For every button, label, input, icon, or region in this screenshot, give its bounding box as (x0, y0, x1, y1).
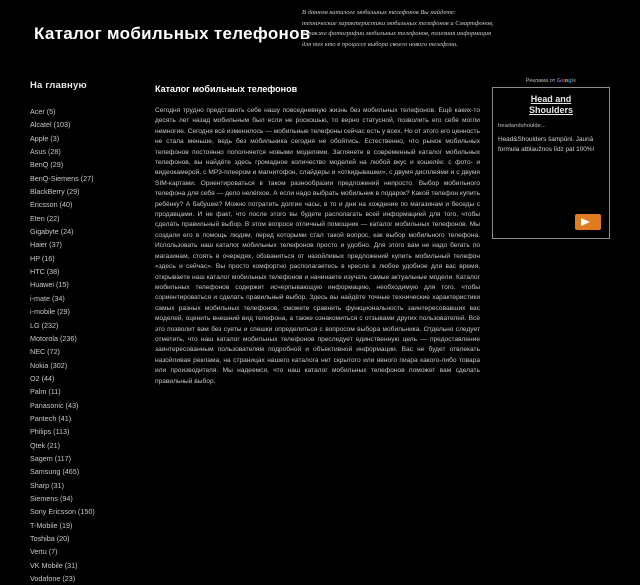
list-item[interactable]: Nokia (302) (30, 360, 68, 370)
ad-headline-line-1: Head and (530, 94, 572, 104)
brand-list (30, 105, 138, 585)
ad-headline[interactable] (498, 94, 604, 116)
ad-next-arrow-button[interactable] (575, 214, 601, 230)
header-blurb-line-2: технические характеристики мобильных телефонов и Смартфонов, (302, 19, 494, 27)
header-blurb-line-1: В данном каталоге мобильных телефонов Вы найдете: (302, 9, 456, 16)
article-body: Сегодня трудно представить себе нашу повседневную жизнь без мобильных телефонов. Ещё каких-то десять лет назад мобильным был если не роскошью, то верно статусной, позволить его себе могли немногие. Сегодня всё изменилось — мобильные телефоны сейчас есть у всех. Но от этого его ценность не стала меньше, ведь без мобильника сегодня не обойтись. Естественно, что рынок мобильных телефонов постоянно пополняется новыми моделями. Заглянете в современный каталог мобильных телефонов, вы найдёте здесь громадное количество моделей на любой вкус и кошелёк: с фото- и видеокамерой, с MP3-плеером и магнитофон, слайдеры и «откидывашки», с двумя дисплеями и с двумя SIM-картами. Ориентироваться в таком разнообразии предложений непросто. Выбор мобильного телефона для себя — дело нелёгкое. А если надо выбрать мобильник в подарок? Какой телефон купить ребёнку? А бабушке? Можно потратить долгие часы, в то и дни на хождение по магазинам и беседы с продавцами. И не факт, что после этого вы будете располагать всей информацией для того, чтобы сделать правильный выбор. В этом вопросе отличный помощник — каталог мобильных телефонов. Мы создали его в помощь людям, перед которыми стал такой вопрос, как выбор мобильного телефона. Использовать наш каталог мобильных телефонов просто и удобно. Для этого вам не надо бегать по магазинам, стоять в очередях, обзваниться от назойливых предложений купить мобильный телефон «здесь и сейчас». Вы просто комфортно располагаетесь в кресле в любое удобное для вас время, открываете наш каталог мобильных телефонов и начинаете изучать самые актуальные модели. Каталог мобильных телефонов содержит исчерпывающую информацию, необходимую для того, чтобы сориентироваться и сделать правильный выбор. Здесь вы найдёте точные технические характеристики самых разных мобильных телефонов, сможете сравнить функциональность заинтересовавших вас моделей, оценить внешний вид телефона, а также ознакомиться с отзывами других пользователей. Всё это позволит вам без суеты и спешки определиться с вопросом выбора мобильника. Отдельно следует отметить, что наш каталог мобильных телефонов преследует единственную цель — предоставление заинтересованным пользователям подробной и объективной информации. Вас не будет отвлекать назойливая реклама, на страницах нашего каталога нет скрытого или явного пиара какого-либо товара или производителя. Мы надеемся, что наш каталог мобильных телефонов поможет вам сделать правильный выбор. (155, 107, 480, 385)
list-item[interactable]: Vertu (7) (30, 547, 58, 557)
list-item[interactable]: HTC (38) (30, 267, 60, 277)
list-item[interactable]: Qtek (21) (30, 440, 60, 450)
ad-provider-label (492, 78, 610, 84)
page-title: Каталог мобильных телефонов (34, 24, 311, 43)
ad-banner[interactable] (492, 87, 610, 239)
list-item[interactable]: BlackBerry (29) (30, 187, 80, 197)
list-item[interactable]: Apple (3) (30, 133, 60, 143)
list-item[interactable]: VK Mobile (31) (30, 560, 78, 570)
ad-body-text: Head&Shoulders šampūni. Jaunā formula atblaužnos līdz pat 100%! (498, 136, 595, 153)
header-blurb-line-3: а также фотографии мобильных телефонов, полезная информация (302, 30, 492, 37)
list-item[interactable]: Pantech (41) (30, 413, 72, 423)
list-item[interactable]: Asus (28) (30, 147, 61, 157)
list-item[interactable]: Haier (37) (30, 240, 62, 250)
article-title: Каталог мобильных телефонов (155, 84, 298, 94)
list-item[interactable]: NEC (72) (30, 347, 60, 357)
ad-column (492, 78, 610, 239)
list-item[interactable]: BenQ-Siemens (27) (30, 173, 94, 183)
google-logo (557, 78, 576, 84)
google-logo-letter-l: l (571, 78, 574, 84)
list-item[interactable]: Samsung (465) (30, 467, 80, 477)
google-logo-letter-e: e (573, 78, 577, 84)
google-logo-letter-o1: o (561, 78, 565, 84)
list-item[interactable]: Siemens (94) (30, 493, 73, 503)
list-item[interactable]: Gigabyte (24) (30, 227, 74, 237)
list-item[interactable]: Philips (113) (30, 427, 70, 437)
list-item[interactable]: Vodafone (23) (30, 574, 76, 584)
list-item[interactable]: Huawei (15) (30, 280, 69, 290)
list-item[interactable]: Sony Ericsson (150) (30, 507, 95, 517)
google-logo-letter-g2: g (568, 78, 572, 84)
google-logo-letter-g: G (556, 78, 562, 84)
list-item[interactable]: Motorola (236) (30, 333, 77, 343)
list-item[interactable]: LG (232) (30, 320, 59, 330)
site-header (0, 0, 640, 62)
list-item[interactable]: Sharp (31) (30, 480, 64, 490)
list-item[interactable]: T-Mobile (19) (30, 520, 73, 530)
ad-display-url[interactable]: headandshoulde... (498, 123, 546, 129)
header-blurb-line-4: для тех кто в процессе выбора своего нового телефона. (302, 40, 458, 48)
list-item[interactable]: Eten (22) (30, 213, 60, 223)
ad-provider-prefix: Реклама от (525, 78, 556, 84)
list-item[interactable]: i-mate (34) (30, 293, 65, 303)
ad-headline-line-2: Shoulders (528, 105, 573, 115)
article (155, 84, 480, 395)
list-item[interactable]: Ericsson (40) (30, 200, 73, 210)
list-item[interactable]: Acer (5) (30, 107, 56, 116)
list-item[interactable]: O2 (44) (30, 373, 55, 383)
list-item[interactable]: HP (16) (30, 253, 55, 263)
list-item[interactable]: Toshiba (20) (30, 534, 70, 543)
sidebar-item-home[interactable]: На главную (30, 80, 87, 91)
list-item[interactable]: BenQ (29) (30, 160, 64, 170)
sidebar (30, 80, 138, 585)
list-item[interactable]: i-mobile (29) (30, 307, 70, 317)
list-item[interactable]: Sagem (117) (30, 453, 72, 463)
list-item[interactable]: Palm (11) (30, 387, 61, 397)
header-description (302, 8, 602, 50)
list-item[interactable]: Alcatel (103) (30, 120, 71, 130)
list-item[interactable]: Panasonic (43) (30, 400, 79, 410)
google-logo-letter-o2: o (564, 78, 569, 84)
